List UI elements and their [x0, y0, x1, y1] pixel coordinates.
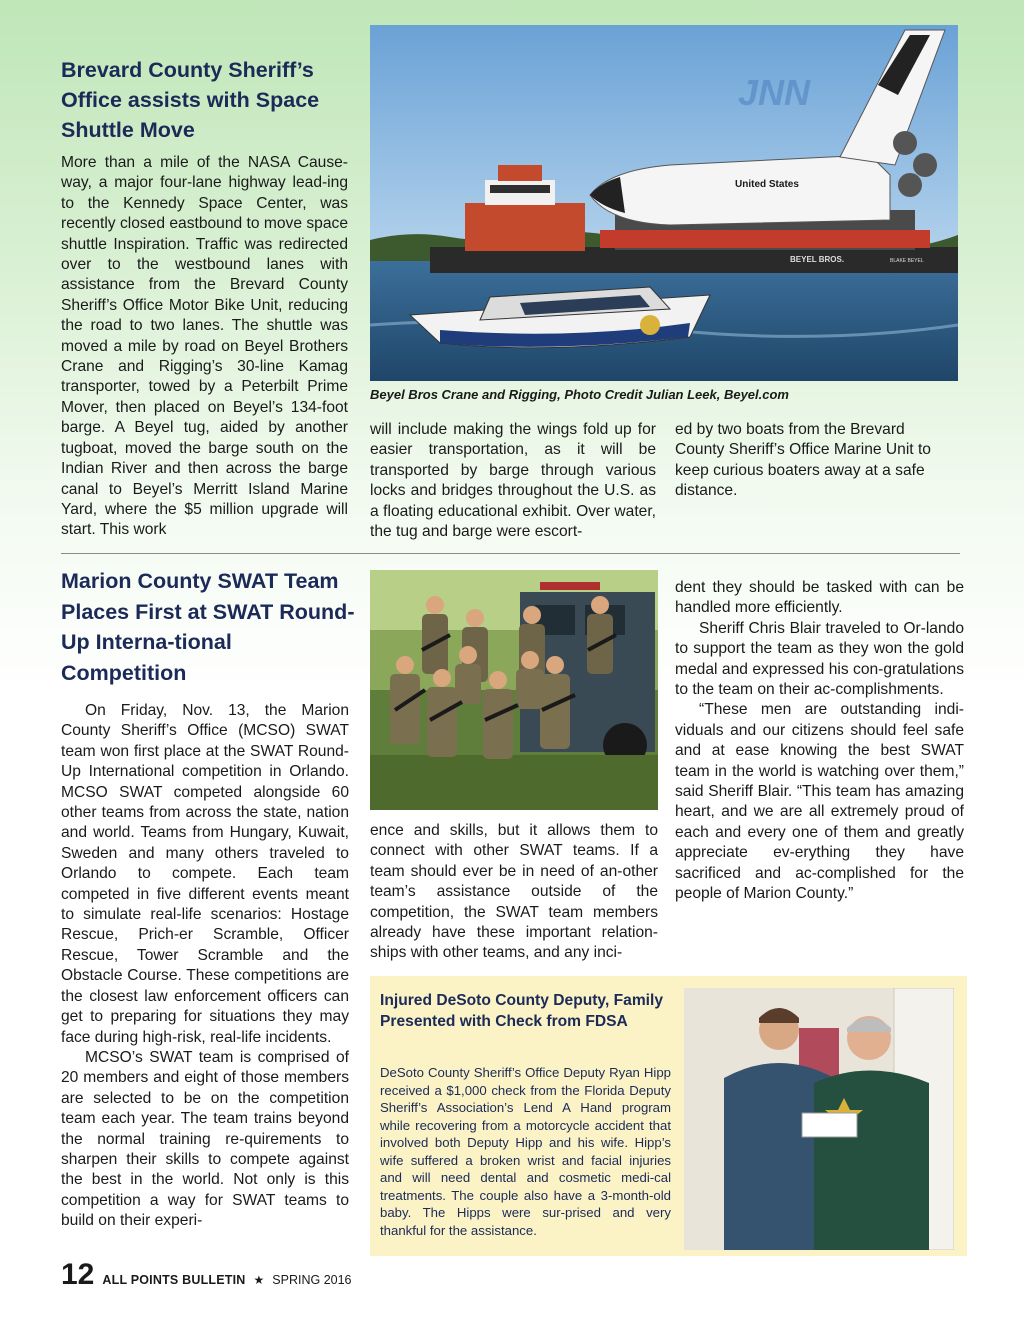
article-body-column [675, 578, 964, 905]
article-body-column [61, 701, 349, 1232]
article-body-column: ed by two boats from the Brevard County Sheriff’s Office Marine Unit to keep curious boaters away at a safe distance. [675, 421, 931, 500]
barge-text: BEYEL BROS. [790, 255, 845, 264]
swat-team-photo [370, 570, 658, 810]
publication-name: ALL POINTS BULLETIN [102, 1273, 246, 1287]
shuttle-photo [370, 25, 958, 381]
section-divider [61, 553, 960, 554]
article-title: Marion County SWAT Team Places First at SWAT Round-Up Interna-tional Competition [61, 569, 355, 685]
page-number: 12 [61, 1258, 95, 1291]
paragraph: On Friday, Nov. 13, the Marion County Sheriff’s Office (MCSO) SWAT team won first place at the SWAT Round-Up International competition in Orlando. MCSO SWAT competed alongside 60 other teams from across the state, nation and world. Teams from Hungary, Kuwait, Sweden and many others traveled to Orlando to compete. Each team competed in five different events meant to simulate real-life scenarios: Hostage Rescue, Prich-er Scramble, Officer Rescue, Tower Scramble and the Obstacle Course. These competitions are the closest law enforcement officers can get to preparing for situations they may face during high-risk, real-life incidents. [61, 702, 349, 1046]
shuttle-flag-text: United States [735, 179, 799, 190]
sidebar-title: Injured DeSoto County Deputy, Family Presented with Check from FDSA [380, 992, 664, 1030]
paragraph: dent they should be tasked with can be handled more efficiently. [675, 579, 964, 617]
paragraph: “These men are outstanding indi-viduals and our citizens should feel safe and at ease knowing the best SWAT team in the world is watching over them,” said Sheriff Blair. “This team has amazing heart, and we are all extremely proud of each and every one of them and greatly appreciate ev-erything they have sacrificed and ac-complished for the people of Marion County.” [675, 701, 964, 903]
star-icon: ★ [253, 1273, 265, 1287]
check-presentation-photo [684, 988, 954, 1250]
sidebar-body: DeSoto County Sheriff’s Office Deputy Ryan Hipp received a $1,000 check from the Florida Deputy Sheriff’s Association’s Lend A Hand program while recovering from a motorcycle accident that involved both Deputy Hipp and his wife. Hipp’s wife suffered a broken wrist and facial injuries and will need dental and cosmetic medi-cal treatments. The couple also have a 3-month-old baby. The Hipps were sur-prised and very thankful for the assistance. [380, 1065, 671, 1238]
tug-text: BLAKE BEYEL [890, 258, 924, 264]
article-body-column: More than a mile of the NASA Cause-way, a major four-lane highway lead-ing to the Kennedy Space Center, was recently closed eastbound to move space shuttle Inspiration. Traffic was redirected over to the westbound lanes with assistance from the Brevard County Sheriff’s Office Motor Bike Unit, reducing the road to two lanes. The shuttle was moved a mile by road on Beyel Brothers Crane and Rigging’s 30-line Kamag transporter, towed by a Peterbilt Prime Mover, then placed on Beyel’s 134-foot barge. A Beyel tug, aided by another tugboat, moved the barge south on the Indian River and then across the barge canal to Beyel’s Merritt Island Marine Yard, where the $5 million upgrade will start. This work [61, 154, 348, 539]
paragraph: Sheriff Chris Blair traveled to Or-lando to support the team as they won the gold medal and expressed his con-gratulations to the team on their ac-complishments. [675, 619, 964, 699]
photo-caption: Beyel Bros Crane and Rigging, Photo Credit Julian Leek, Beyel.com [370, 387, 789, 402]
watermark-text: JNN [738, 72, 811, 113]
article-body-column: will include making the wings fold up for easier transportation, as it will be transported by barge through various locks and bridges throughout the U.S. as a floating educational exhibit. Over water, the tug and barge were escort- [370, 421, 656, 541]
page-footer [61, 1258, 352, 1292]
article-body-column: ence and skills, but it allows them to connect with other SWAT teams. If a team should ever be in need of an-other team’s assistance outside of the competition, the SWAT team members already have these important relation-ships with other teams, and any inci- [370, 822, 658, 962]
issue-label: SPRING 2016 [272, 1273, 352, 1287]
article-title: Brevard County Sheriff’s Office assists with Space Shuttle Move [61, 58, 320, 142]
paragraph: MCSO’s SWAT team is comprised of 20 members and eight of those members are selected to be on the competition team each year. The team trains beyond the normal training re-quirements to sharpen their skills to compete against the best in the world. Not only is this competition a way for SWAT teams to build on their experi- [61, 1048, 349, 1230]
